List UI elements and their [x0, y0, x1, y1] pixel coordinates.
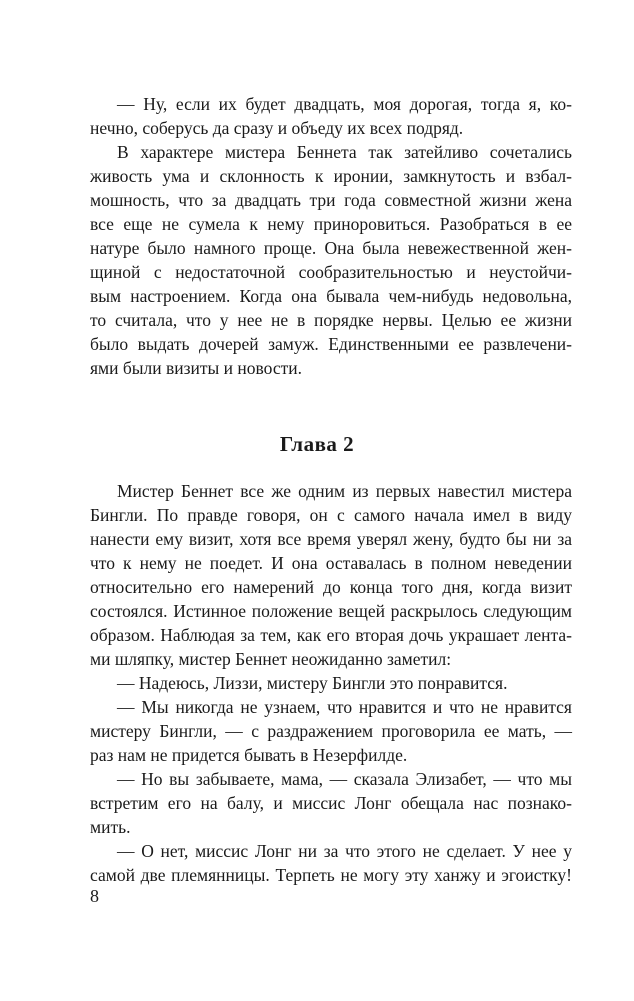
text-line: — Но вы забываете, мама, — сказала Элизабет, — что мы	[117, 769, 572, 789]
text-line: живость ума и склонность к иронии, замкнутость и взбал-	[90, 166, 572, 186]
text-line: натуре было намного проще. Она была невежественной жен-	[90, 238, 572, 258]
text-line: то считала, что у нее не в порядке нервы. Целью ее жизни	[90, 310, 572, 330]
text-line: ми шляпку, мистер Беннет неожиданно заметил:	[90, 649, 452, 669]
text-line: — Мы никогда не узнаем, что нравится и что не нравится	[117, 697, 572, 717]
text-line: самой две племянницы. Терпеть не могу эту ханжу и эгоистку!	[90, 865, 572, 885]
text-line: раз нам не придется бывать в Незерфилде.	[90, 745, 408, 765]
text-line: что к нему не поедет. И она оставалась в полном неведении	[90, 553, 572, 573]
text-line: — Ну, если их будет двадцать, моя дорогая, тогда я, ко-	[117, 94, 572, 114]
text-line: Мистер Беннет все же одним из первых навестил мистера	[117, 481, 572, 501]
text-line: вым настроением. Когда она бывала чем-нибудь недовольна,	[90, 286, 572, 306]
text-line: мошность, что за двадцать три года совместной жизни жена	[90, 190, 572, 210]
text-line: нанести ему визит, хотя все время уверял жену, будто бы ни за	[90, 529, 572, 549]
text-line: щиной с недостаточной сообразительностью и неустойчи-	[90, 262, 572, 282]
text-line: встретим его на балу, и миссис Лонг обещала нас познако-	[90, 793, 572, 813]
text-line: состоялся. Истинное положение вещей раскрылось следующим	[90, 601, 572, 621]
text-line: все еще не сумела к нему приноровиться. Разобраться в ее	[90, 214, 572, 234]
chapter-heading: Глава 2	[279, 432, 355, 456]
text-line: мистеру Бингли, — с раздражением проговорила ее мать, —	[90, 721, 572, 741]
text-line: — Надеюсь, Лиззи, мистеру Бингли это понравится.	[117, 673, 508, 693]
page-number: 8	[90, 886, 99, 906]
text-line: относительно его намерений до конца того дня, когда визит	[90, 577, 572, 597]
text-line: нечно, соберусь да сразу и объеду их всех подряд.	[90, 118, 464, 138]
text-line: — О нет, миссис Лонг ни за что этого не сделает. У нее у	[117, 841, 572, 861]
text-line: Бингли. По правде говоря, он с самого начала имел в виду	[90, 505, 572, 525]
text-line: В характере мистера Беннета так затейливо сочетались	[117, 142, 572, 162]
text-line: мить.	[90, 817, 131, 837]
text-line: было выдать дочерей замуж. Единственными ее развлечени-	[90, 334, 572, 354]
text-line: образом. Наблюдая за тем, как его вторая дочь украшает лента-	[90, 625, 572, 645]
text-line: ями были визиты и новости.	[90, 358, 303, 378]
